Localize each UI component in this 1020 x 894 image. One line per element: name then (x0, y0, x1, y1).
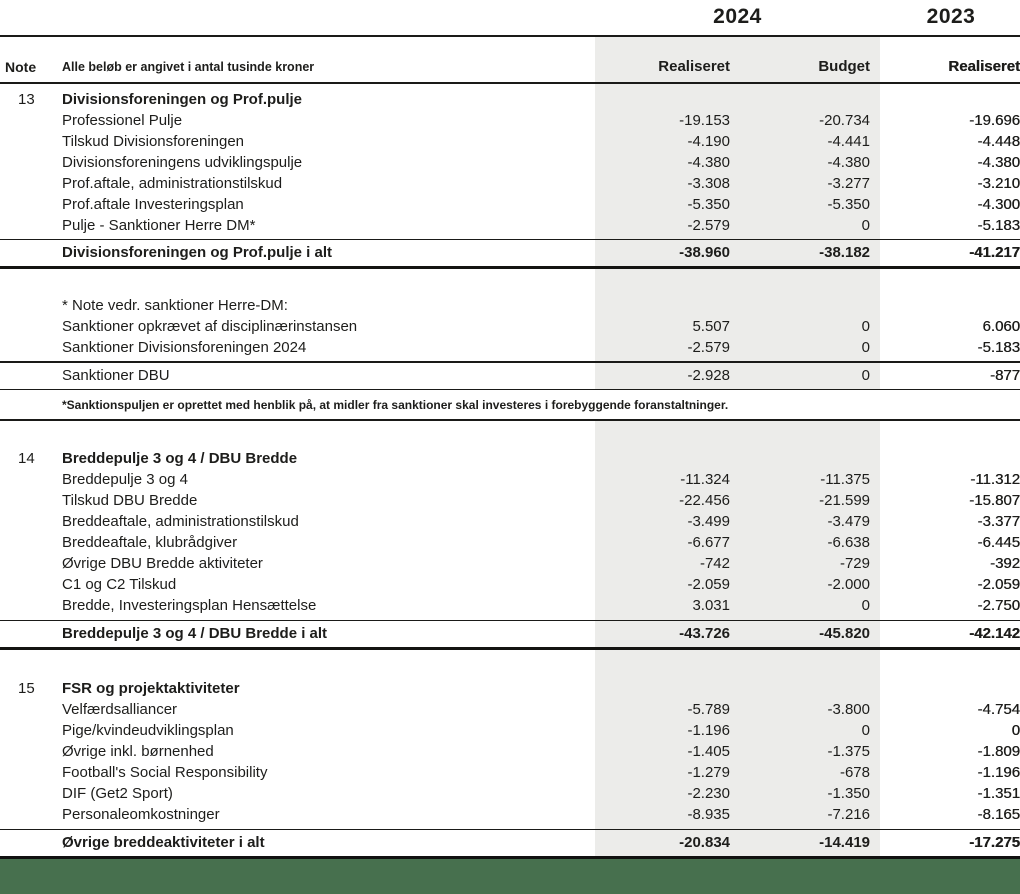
value-realiseret-2024: -2.579 (687, 338, 730, 356)
divider (0, 82, 1020, 84)
row-label: Breddepulje 3 og 4 (62, 470, 188, 488)
value-budget-2024: -20.734 (819, 111, 870, 129)
value-budget-2024: -4.380 (827, 153, 870, 171)
value-realiseret-2024: -11.324 (680, 470, 730, 488)
row-label: Prof.aftale Investeringsplan (62, 195, 244, 213)
value-realiseret-2023: -3.210 (977, 174, 1020, 192)
section-rows (0, 110, 1020, 236)
value-budget-2024: -11.375 (820, 470, 870, 488)
row-label: Personaleomkostninger (62, 805, 220, 823)
value-realiseret-2023: -1.809 (977, 742, 1020, 760)
value-realiseret-2024: -4.380 (687, 153, 730, 171)
table-row (0, 595, 1020, 616)
value-budget-2024: 0 (861, 216, 870, 234)
value-realiseret-2023: -3.377 (977, 512, 1020, 530)
value-realiseret-2024: -6.677 (687, 533, 730, 551)
section-title: Divisionsforeningen og Prof.pulje (62, 90, 303, 108)
section-sanctions-subnote (0, 295, 1020, 421)
value-realiseret-2024: -3.308 (687, 174, 730, 192)
subnote-intro: * Note vedr. sanktioner Herre-DM: (62, 296, 288, 314)
value-realiseret-2024: -8.935 (687, 805, 730, 823)
value-realiseret-2024: -22.456 (679, 491, 730, 509)
table-row (0, 110, 1020, 131)
total-budget-2024: -38.182 (819, 244, 870, 261)
total-realiseret-2023: -17.275 (969, 834, 1020, 851)
total-label: Sanktioner DBU (62, 366, 170, 384)
value-budget-2024: 0 (861, 317, 870, 335)
table-row (0, 804, 1020, 825)
row-label: Øvrige DBU Bredde aktiviteter (62, 554, 263, 572)
row-label: Professionel Pulje (62, 111, 183, 129)
value-realiseret-2023: -2.750 (977, 596, 1020, 614)
value-realiseret-2024: -1.405 (687, 742, 730, 760)
value-realiseret-2024: -1.279 (687, 763, 730, 781)
row-label: Tilskud Divisionsforeningen (62, 132, 245, 150)
table-row (0, 194, 1020, 215)
value-realiseret-2023: -392 (989, 554, 1020, 572)
table-row (0, 490, 1020, 511)
table-row (0, 152, 1020, 173)
section-title: FSR og projektaktiviteter (62, 679, 240, 697)
table-row (0, 131, 1020, 152)
value-budget-2024: -729 (839, 554, 870, 572)
note-number: 13 (18, 90, 35, 108)
divider (0, 647, 1020, 650)
value-budget-2024: 0 (861, 596, 870, 614)
value-budget-2024: -5.350 (827, 195, 870, 213)
total-label: Divisionsforeningen og Prof.pulje i alt (62, 244, 333, 261)
section-rows (0, 699, 1020, 825)
column-header-realiseret-2023: Realiseret (948, 58, 1020, 75)
table-row (0, 316, 1020, 337)
table-row (0, 699, 1020, 720)
total-realiseret-2023: -41.217 (969, 244, 1020, 261)
table-row (0, 720, 1020, 741)
subnote-intro-row (0, 295, 1020, 316)
row-label: DIF (Get2 Sport) (62, 784, 173, 802)
value-realiseret-2024: -4.190 (687, 132, 730, 150)
value-budget-2024: -6.638 (827, 533, 870, 551)
total-label: Breddepulje 3 og 4 / DBU Bredde i alt (62, 625, 328, 642)
value-realiseret-2024: 3.031 (692, 596, 730, 614)
row-label: Øvrige inkl. børnenhed (62, 742, 214, 760)
value-budget-2024: 0 (861, 338, 870, 356)
value-budget-2024: -7.216 (827, 805, 870, 823)
value-realiseret-2024: -2.579 (687, 216, 730, 234)
value-realiseret-2023: -4.380 (977, 153, 1020, 171)
row-label: Prof.aftale, administrationstilskud (62, 174, 283, 192)
row-label: Velfærdsalliancer (62, 700, 178, 718)
value-budget-2024: 0 (861, 721, 870, 739)
row-label: Sanktioner opkrævet af disciplinærinstansen (62, 317, 358, 335)
value-budget-2024: -678 (839, 763, 870, 781)
note-number: 15 (18, 679, 35, 697)
value-realiseret-2024: -3.499 (687, 512, 730, 530)
row-label: Pige/kvindeudviklingsplan (62, 721, 234, 739)
section-note-13 (0, 89, 1020, 269)
year-2024-header: 2024 (713, 5, 762, 28)
value-realiseret-2023: -4.754 (977, 700, 1020, 718)
value-realiseret-2024: -19.153 (679, 111, 730, 129)
column-header-budget-2024: Budget (818, 58, 870, 75)
note-number: 14 (18, 449, 35, 467)
note-column-header: Note (5, 59, 37, 75)
total-realiseret-2024: -2.928 (687, 366, 730, 384)
row-label: Sanktioner Divisionsforeningen 2024 (62, 338, 307, 356)
value-realiseret-2023: -4.448 (977, 132, 1020, 150)
table-row (0, 469, 1020, 490)
section-total-row (0, 621, 1020, 647)
value-realiseret-2024: -1.196 (687, 721, 730, 739)
value-realiseret-2023: -15.807 (969, 491, 1020, 509)
total-budget-2024: 0 (861, 366, 870, 384)
row-label: Football's Social Responsibility (62, 763, 268, 781)
year-header-row (0, 0, 1020, 35)
value-budget-2024: -1.350 (827, 784, 870, 802)
value-realiseret-2024: -2.059 (687, 575, 730, 593)
section-note-15 (0, 678, 1020, 860)
value-realiseret-2023: -11.312 (970, 470, 1020, 488)
value-realiseret-2024: -742 (699, 554, 730, 572)
section-title-row (0, 448, 1020, 469)
total-label: Øvrige breddeaktiviteter i alt (62, 834, 265, 851)
value-budget-2024: -4.441 (827, 132, 870, 150)
subnote-total-row (0, 363, 1020, 389)
divider (0, 266, 1020, 269)
value-realiseret-2024: 5.507 (692, 317, 730, 335)
green-footer-strip (0, 859, 1020, 894)
table-row (0, 762, 1020, 783)
total-budget-2024: -45.820 (819, 625, 870, 642)
value-realiseret-2023: -1.196 (977, 763, 1020, 781)
section-rows (0, 316, 1020, 358)
value-budget-2024: -2.000 (827, 575, 870, 593)
section-note-14 (0, 448, 1020, 650)
value-realiseret-2023: -6.445 (977, 533, 1020, 551)
column-header-row (0, 37, 1020, 82)
sanctions-footnote: *Sanktionspuljen er oprettet med henblik på, at midler fra sanktioner skal investeres i forebyggende foranstaltninger. (62, 398, 729, 412)
section-title: Breddepulje 3 og 4 / DBU Bredde (62, 449, 298, 467)
value-realiseret-2024: -5.350 (687, 195, 730, 213)
total-realiseret-2024: -38.960 (679, 244, 730, 261)
total-budget-2024: -14.419 (819, 834, 870, 851)
divider (0, 419, 1020, 421)
table-row (0, 215, 1020, 236)
value-budget-2024: -21.599 (819, 491, 870, 509)
section-total-row (0, 830, 1020, 856)
value-realiseret-2023: -5.183 (977, 216, 1020, 234)
table-row (0, 337, 1020, 358)
row-label: Pulje - Sanktioner Herre DM* (62, 216, 256, 234)
table-row (0, 553, 1020, 574)
table-row (0, 173, 1020, 194)
year-2023-header: 2023 (926, 5, 976, 28)
value-budget-2024: -3.277 (827, 174, 870, 192)
row-label: Breddeaftale, klubrådgiver (62, 533, 238, 551)
total-realiseret-2024: -20.834 (679, 834, 730, 851)
value-realiseret-2023: -1.351 (977, 784, 1020, 802)
row-label: Breddeaftale, administrationstilskud (62, 512, 299, 530)
section-rows (0, 469, 1020, 616)
value-realiseret-2024: -2.230 (687, 784, 730, 802)
value-realiseret-2023: -2.059 (977, 575, 1020, 593)
table-row (0, 783, 1020, 804)
value-realiseret-2023: 6.060 (982, 317, 1020, 335)
units-note: Alle beløb er angivet i antal tusinde kroner (62, 60, 315, 74)
value-realiseret-2023: -5.183 (977, 338, 1020, 356)
table-row (0, 574, 1020, 595)
value-realiseret-2023: -4.300 (977, 195, 1020, 213)
row-label: C1 og C2 Tilskud (62, 575, 177, 593)
row-label: Tilskud DBU Bredde (62, 491, 198, 509)
row-label: Bredde, Investeringsplan Hensættelse (62, 596, 317, 614)
column-header-realiseret-2024: Realiseret (658, 58, 730, 75)
value-realiseret-2023: -8.165 (977, 805, 1020, 823)
table-row (0, 532, 1020, 553)
value-realiseret-2024: -5.789 (687, 700, 730, 718)
value-realiseret-2023: 0 (1011, 721, 1020, 739)
table-row (0, 511, 1020, 532)
value-realiseret-2023: -19.696 (969, 111, 1020, 129)
section-title-row (0, 89, 1020, 110)
section-total-row (0, 240, 1020, 266)
row-label: Divisionsforeningens udviklingspulje (62, 153, 303, 171)
section-title-row (0, 678, 1020, 699)
total-realiseret-2024: -43.726 (679, 625, 730, 642)
total-realiseret-2023: -877 (989, 366, 1020, 384)
value-budget-2024: -1.375 (827, 742, 870, 760)
total-realiseret-2023: -42.142 (969, 625, 1020, 642)
table-row (0, 741, 1020, 762)
value-budget-2024: -3.479 (827, 512, 870, 530)
value-budget-2024: -3.800 (827, 700, 870, 718)
